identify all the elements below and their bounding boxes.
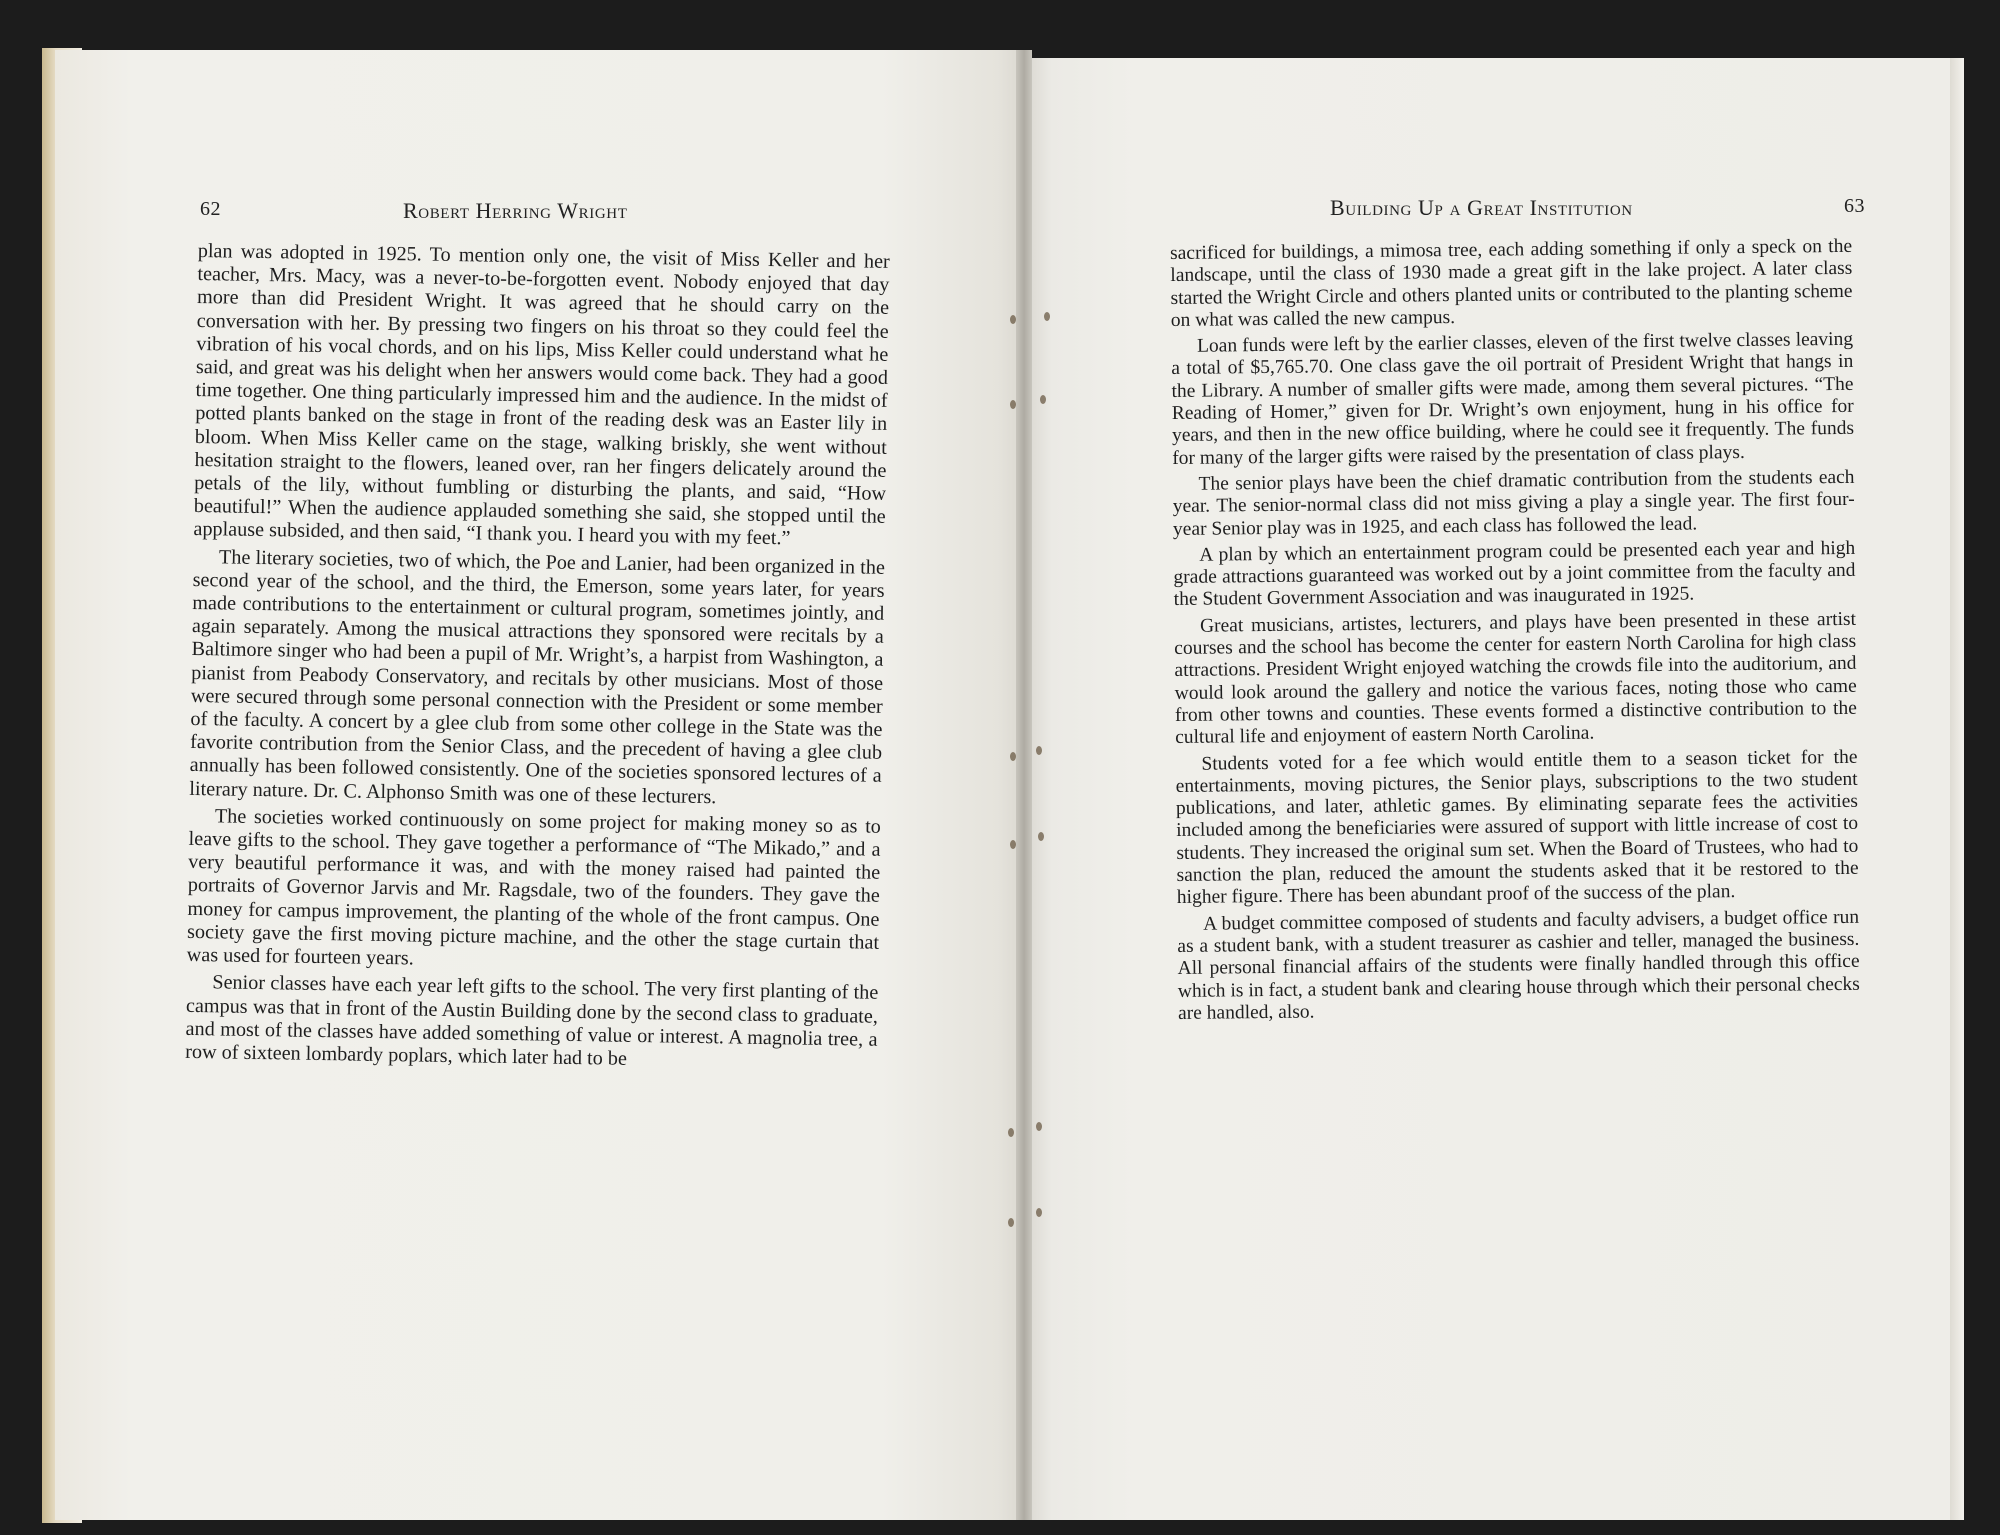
page-number: 62 (200, 198, 221, 220)
paragraph: plan was adopted in 1925. To mention only one, the visit of Miss Keller and her teacher, Mrs. Macy, was a never-to-be-forgotten event. Nobody enjoyed that day more than did President Wright. It was agreed that he should carry on the conversation with her. By pressing two fingers on his throat so they could feel the vibration of his vocal chords, and on his lips, Miss Keller could understand what he said, and great was his delight when her answers would come back. They had a good time together. One thing particularly impressed him and the audience. In the midst of potted plants banked on the stage in front of the reading desk was an Easter lily in bloom. When Miss Keller came on the stage, walking briskly, she went without hesitation straight to the flowers, leaned over, ran her fingers delicately around the petals of the lily, without fumbling or disturbing the plants, and said, “How beautiful!” When the audience applauded something she said, she stopped until the applause subsided, and then said, “I thank you. I heard you with my feet.” (193, 240, 890, 550)
paragraph: A plan by which an entertainment program could be presented each year and high grade attractions guaranteed was worked out by a joint committee from the faculty and the Student Government Association and was inaugurated in 1925. (1173, 537, 1856, 611)
right-page-body (1170, 236, 1860, 1025)
paragraph: sacrificed for buildings, a mimosa tree, each adding something if only a speck on the landscape, until the class of 1930 made a great gift in the lake project. A later class started the Wright Circle and others planted units or contributed to the planting scheme on what was called the new campus. (1170, 235, 1853, 331)
paragraph: The literary societies, two of which, the Poe and Lanier, had been organized in the second year of the school, and the third, the Emerson, some years later, for years made contributions to the entertainment or cultural program, sometimes jointly, and again separately. Among the musical attractions they sponsored were recitals by a Baltimore singer who had been a pupil of Mr. Wright’s, a harpist from Washington, a pianist from Peabody Conservatory, and recitals by other musicians. Most of those were secured through some personal connection with the President or some member of the faculty. A concert by a glee club from some other college in the State was the favorite contribution from the Senior Class, and the precedent of having a glee club annually has been followed consistently. One of the societies sponsored lectures of a literary nature. Dr. C. Alphonso Smith was one of these lecturers. (189, 546, 886, 808)
binding-hole (1044, 312, 1050, 321)
paragraph: Senior classes have each year left gifts to the school. The very first planting of the campus was that in front of the Austin Building done by the second class to graduate, and most of the classes have added something of value or interest. A magnolia tree, a row of sixteen lombardy poplars, which later had to be (185, 971, 879, 1070)
binding-hole (1010, 752, 1016, 761)
right-page-edge (1950, 58, 1964, 1520)
binding-hole (1010, 840, 1016, 849)
book-gutter (1016, 50, 1032, 1520)
paragraph: A budget committee composed of students and faculty advisers, a budget office run as a student bank, with a student treasurer as cashier and teller, managed the business. All personal financial affairs of the students were finally handled through this office which is in fact, a student bank and clearing house through which their personal checks are handled, also. (1177, 906, 1860, 1024)
right-page-header (1330, 195, 1865, 221)
binding-hole (1038, 832, 1044, 841)
paragraph: The senior plays have been the chief dramatic contribution from the students each year. The senior-normal class did not miss giving a play a single year. The first four-year Senior play was in 1925, and each class has followed the lead. (1172, 466, 1855, 540)
binding-hole (1010, 400, 1016, 409)
binding-hole (1036, 1122, 1042, 1131)
binding-hole (1036, 1208, 1042, 1217)
binding-hole (1040, 395, 1046, 404)
left-page-header (200, 198, 900, 221)
paragraph: The societies worked continuously on some project for making money so as to leave gifts to the school. They gave together a performance of “The Mikado,” and a very beautiful performance it was, and with the money raised had painted the portraits of Governor Jarvis and Mr. Ragsdale, two of the founders. They gave the money for campus improvement, the planting of the whole of the front campus. One society gave the first moving picture machine, and the other the stage curtain that was used for fourteen years. (186, 805, 882, 970)
binding-hole (1036, 746, 1042, 755)
paragraph: Students voted for a fee which would entitle them to a season ticket for the entertainments, moving pictures, the Senior plays, subscriptions to the two student publications, and later, athletic games. By eliminating separate fees the activities included among the beneficiaries were assured of support with little increase of cost to students. They increased the original sum set. When the Board of Trustees, who had to sanction the plan, reduced the amount the students asked that it be restored to the higher figure. There has been abundant proof of the success of the plan. (1175, 746, 1859, 909)
page-number: 63 (1844, 195, 1865, 217)
binding-hole (1008, 1218, 1014, 1227)
binding-hole (1010, 315, 1016, 324)
binding-hole (1008, 1128, 1014, 1137)
paragraph: Great musicians, artistes, lecturers, and plays have been presented in these artist courses and the school has become the center for eastern North Carolina for high class attractions. President Wright enjoyed watching the crowds file into the auditorium, and would look around the gallery and notice the various faces, noting those who came from other towns and counties. These events formed a distinctive contribution to the cultural life and enjoyment of eastern North Carolina. (1174, 608, 1858, 749)
paragraph: Loan funds were left by the earlier classes, eleven of the first twelve classes leaving a total of $5,765.70. One class gave the oil portrait of President Wright that hangs in the Library. A number of smaller gifts were made, among them several pictures. “The Reading of Homer,” given for Dr. Wright’s own enjoyment, hung in his office for years, and then in the new office building, where he could see it frequently. The funds for many of the larger gifts were raised by the presentation of class plays. (1171, 329, 1855, 469)
running-head: Building Up a Great Institution (1330, 195, 1633, 220)
running-head: Robert Herring Wright (403, 198, 628, 223)
left-page-body (185, 240, 890, 1075)
